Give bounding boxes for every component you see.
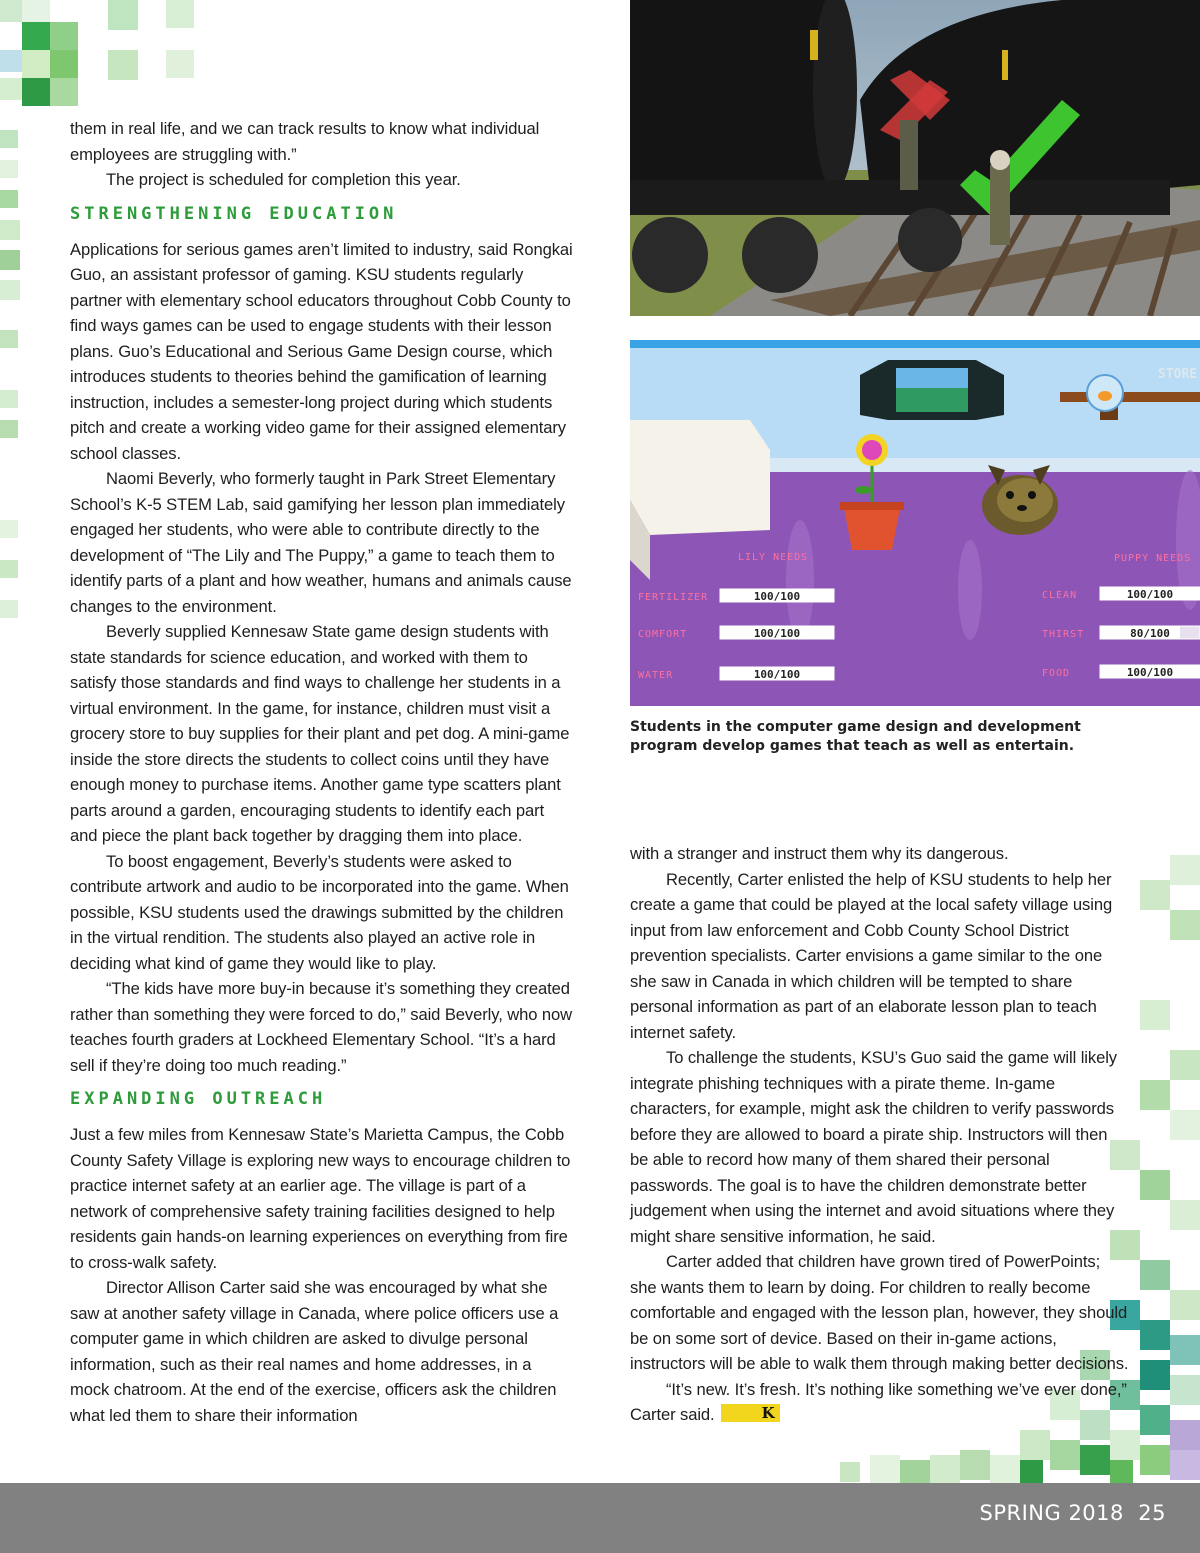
mosaic-tile <box>1170 1050 1200 1080</box>
mosaic-tile <box>1140 1360 1170 1390</box>
mosaic-tile <box>0 390 18 408</box>
stat-label: FOOD <box>1042 668 1071 679</box>
left-column <box>70 116 575 1428</box>
mosaic-tile <box>1140 1320 1170 1350</box>
section-heading-expanding-outreach: EXPANDING OUTREACH <box>70 1089 327 1109</box>
stat-label: THIRST <box>1042 629 1085 640</box>
photo-caption: Students in the computer game design and development program develop games that teach as well as entertain. <box>630 719 1081 754</box>
stat-label: COMFORT <box>638 629 688 640</box>
mosaic-tile <box>22 22 50 50</box>
paragraph: Recently, Carter enlisted the help of KSU students to help her create a game that could be played at the local safety village using input from law enforcement and Cobb County School District prevention specialists. Carter envisions a game similar to the one she saw in Canada in which children will be tempted to share personal information as part of an elaborate lesson plan to teach internet safety. <box>630 869 1113 1042</box>
right-column <box>630 841 1130 1428</box>
mosaic-tile <box>0 250 20 270</box>
paragraph: Beverly supplied Kennesaw State game design students with state standards for science education, and worked with them to satisfy those standards and find ways to challenge her students in a virtual environment. In the game, for instance, children must visit a grocery store to buy supplies for their plant and pet dog. A mini-game inside the store directs the students to collect coins until they have enough money to purchase items. Another game type scatters plant parts around a garden, encouraging students to identify each part and piece the plant back together by dragging them into place. <box>70 622 570 845</box>
mosaic-tile <box>1170 1450 1200 1480</box>
mosaic-tile <box>1170 1375 1200 1405</box>
mosaic-tile <box>1170 1335 1200 1365</box>
mosaic-tile <box>108 50 138 80</box>
paragraph: The project is scheduled for completion this year. <box>106 170 461 189</box>
mosaic-tile <box>870 1455 900 1485</box>
mosaic-tile <box>1170 910 1200 940</box>
train-scene-illustration <box>630 0 1200 316</box>
mosaic-tile <box>1110 1430 1140 1460</box>
mosaic-tile <box>22 78 50 106</box>
paragraph <box>630 1377 1130 1428</box>
mosaic-tile <box>0 190 18 208</box>
mosaic-tile <box>0 130 18 148</box>
paragraph: Naomi Beverly, who formerly taught in Park Street Elementary School’s K-5 STEM Lab, said gamifying her lesson plan immediately engaged her students, who were able to contribute directly to the development of “The Lily and The Puppy,” a game to teach them to identify parts of a plant and how weather, humans and animals cause changes to the environment. <box>70 469 572 616</box>
mosaic-tile <box>1170 1420 1200 1450</box>
mosaic-tile <box>50 78 78 106</box>
paragraph: Director Allison Carter said she was encouraged by what she saw at another safety village in Canada, where police officers use a computer game in which children are asked to divulge personal information, such as their real names and home addresses, in a mock chatroom. At the end of the exercise, officers ask the children what led them to share their information <box>70 1278 559 1425</box>
mosaic-tile <box>960 1450 990 1480</box>
mosaic-tile <box>1140 1170 1170 1200</box>
mosaic-tile <box>0 0 22 22</box>
mosaic-tile <box>1020 1430 1050 1460</box>
paragraph: Carter added that children have grown tired of PowerPoints; she wants them to learn by doing. For children to really become comfortable and engaged with the lesson plan, however, they should be on some sort of device. Based on their in-game actions, instructors will be able to walk them through making better decisions. <box>630 1252 1129 1373</box>
mosaic-tile <box>1140 1445 1170 1475</box>
mosaic-tile <box>0 520 18 538</box>
page-number: 25 <box>1138 1501 1166 1525</box>
mosaic-tile <box>0 330 18 348</box>
mosaic-tile <box>166 50 194 78</box>
paragraph: Just a few miles from Kennesaw State’s Marietta Campus, the Cobb County Safety Village is exploring new ways to encourage children to practice internet safety at an earlier age. The village is part of a network of comprehensive safety training facilities designed to help residents gain hands-on learning experiences on everything from fire to cross-walk safety. <box>70 1125 571 1272</box>
stat-value: 80/100 <box>1130 627 1170 640</box>
mosaic-tile <box>0 220 20 240</box>
mosaic-tile <box>50 50 78 78</box>
mosaic-tile <box>1110 1460 1133 1483</box>
photo-lily-and-puppy-game <box>630 340 1200 706</box>
section-heading-strengthening-education: STRENGTHENING EDUCATION <box>70 203 398 224</box>
page-footer <box>0 1483 1200 1553</box>
mosaic-tile <box>1170 1200 1200 1230</box>
stat-value: 100/100 <box>1126 588 1174 601</box>
lily-needs-title: LILY NEEDS <box>738 552 809 563</box>
game-store-label: STORE <box>1158 367 1198 382</box>
mosaic-tile <box>1140 1080 1170 1110</box>
stat-label: CLEAN <box>1042 590 1078 601</box>
paragraph: To boost engagement, Beverly’s students were asked to contribute artwork and audio to be incorporated into the game. When possible, KSU students used the drawings submitted by the children in the virtual rendition. The students also played an active role in deciding what kind of game they would like to play. <box>70 851 569 973</box>
mosaic-tile <box>1140 1260 1170 1290</box>
footer-issue-and-page <box>980 1501 1166 1525</box>
mosaic-tile <box>50 22 78 50</box>
mosaic-tile <box>0 600 18 618</box>
mosaic-tile <box>0 280 20 300</box>
mosaic-tile <box>1140 880 1170 910</box>
issue-label: SPRING 2018 <box>979 1501 1124 1525</box>
stat-label: WATER <box>638 670 674 681</box>
paragraph: with a stranger and instruct them why its dangerous. <box>630 844 1009 863</box>
photo-train-safety-simulation <box>630 0 1200 316</box>
mosaic-tile <box>990 1455 1020 1485</box>
mosaic-tile <box>1140 1000 1170 1030</box>
mosaic-tile <box>1020 1460 1043 1483</box>
mosaic-tile <box>0 420 18 438</box>
mosaic-tile <box>166 0 194 28</box>
mosaic-tile <box>1170 1290 1200 1320</box>
puppy-needs-title: PUPPY NEEDS <box>1114 553 1192 564</box>
stat-value: 100/100 <box>1126 666 1174 679</box>
end-mark-k-badge: K <box>721 1404 780 1422</box>
mosaic-tile <box>930 1455 960 1485</box>
mosaic-tile <box>0 160 18 178</box>
mosaic-tile <box>22 50 50 78</box>
mosaic-tile <box>1140 1405 1170 1435</box>
stat-value: 100/100 <box>753 668 801 681</box>
mosaic-tile <box>0 50 22 72</box>
mosaic-tile <box>108 0 138 30</box>
mosaic-tile <box>1170 1110 1200 1140</box>
paragraph: To challenge the students, KSU’s Guo said the game will likely integrate phishing techniques with a pirate theme. In-game characters, for example, might ask the children to verify passwords before they are allowed to board a pirate ship. Instructors will then be able to record how many of them shared their personal passwords. The goal is to have the children demonstrate better judgement when using the internet and avoid situations where they might share sensitive information, he said. <box>630 1048 1117 1246</box>
closing-quote: “It’s new. It’s fresh. It’s nothing like something we’ve ever done,” Carter said. <box>630 1379 1127 1424</box>
stat-label: FERTILIZER <box>638 592 709 603</box>
mosaic-tile <box>1170 855 1200 885</box>
mosaic-tile <box>0 560 18 578</box>
mosaic-tile <box>840 1462 860 1482</box>
game-screen <box>630 340 1200 706</box>
paragraph: Applications for serious games aren’t limited to industry, said Rongkai Guo, an assistant professor of gaming. KSU students regularly partner with elementary school educators throughout Cobb County to find ways games can be used to engage students with their lesson plans. Guo’s Educational and Serious Game Design course, which introduces students to theories behind the gamification of learning instruction, includes a semester-long project during which students pitch and create a working video game for their assigned elementary school classes. <box>70 239 573 463</box>
mosaic-tile <box>1050 1440 1080 1470</box>
mosaic-tile <box>1080 1445 1110 1475</box>
stat-value: 100/100 <box>753 590 801 603</box>
paragraph: “The kids have more buy-in because it’s something they created rather than something they were forced to do,” said Beverly, who now teaches fourth graders at Lockheed Elementary School. “It’s a hard sell if they’re doing too much reading.” <box>70 979 573 1075</box>
stat-value: 100/100 <box>753 627 801 640</box>
paragraph: them in real life, and we can track results to know what individual employees are struggling with.” <box>70 119 540 164</box>
mosaic-tile <box>0 78 22 100</box>
